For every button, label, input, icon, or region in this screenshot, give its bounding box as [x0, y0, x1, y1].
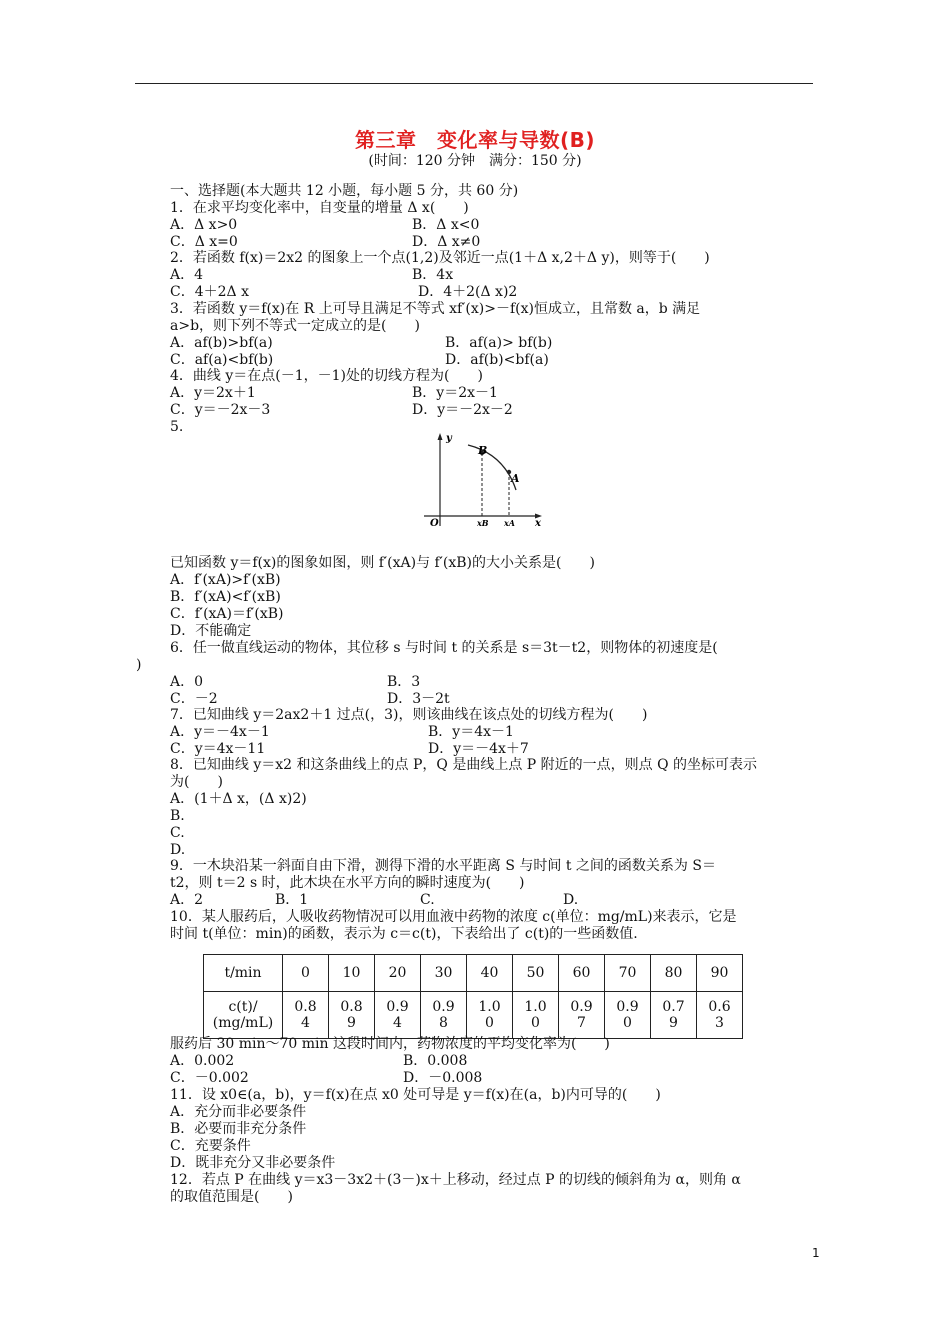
page-number: 1	[812, 1246, 820, 1260]
q9-option-c: C.	[420, 892, 435, 908]
table-cell-time: 30	[421, 955, 467, 992]
value-bottom: 9	[669, 1015, 678, 1031]
value-top: 1.0	[478, 999, 501, 1015]
value-top: 0.6	[708, 999, 731, 1015]
value-top: 0.8	[294, 999, 317, 1015]
q5-function-graph	[416, 430, 551, 530]
table-cell-concentration	[421, 992, 467, 1039]
header-rule	[135, 83, 813, 84]
q7-option-d: D．y＝－4x＋7	[428, 741, 529, 757]
value-bottom: 3	[715, 1015, 724, 1031]
value-bottom: 4	[301, 1015, 310, 1031]
q8-option-d: D.	[170, 842, 186, 858]
q12-stem-line1: 12．若点 P 在曲线 y＝x3－3x2＋(3－)x＋上移动，经过点 P 的切线的倾斜角为 α，则角 α	[170, 1172, 741, 1188]
value-bottom: 4	[393, 1015, 402, 1031]
q6-stem-line2: )	[136, 657, 142, 673]
q7-option-b: B．y＝4x－1	[428, 724, 514, 740]
value-bottom: 0	[485, 1015, 494, 1031]
value-top: 0.9	[386, 999, 409, 1015]
q3-stem-line2: a>b，则下列不等式一定成立的是( )	[170, 318, 420, 334]
table-cell-concentration	[329, 992, 375, 1039]
q4-option-c: C．y＝－2x－3	[170, 402, 271, 418]
chapter-title: 第三章 变化率与导数(B)	[354, 128, 596, 152]
point-a-label: A	[511, 472, 520, 485]
table-row-concentration	[204, 992, 743, 1039]
table-header-time: t/min	[204, 955, 283, 992]
q2-stem: 2．若函数 f(x)＝2x2 的图象上一个点(1,2)及邻近一点(1＋Δ x,2＋Δ y)，则等于( )	[170, 250, 710, 266]
q8-stem-line1: 8．已知曲线 y＝x2 和这条曲线上的点 P，Q 是曲线上点 P 附近的一点，则点 Q 的坐标可表示	[170, 757, 758, 773]
q5-option-c: C．f′(xA)＝f′(xB)	[170, 606, 284, 622]
concentration-label-line1: c(t)/	[228, 999, 258, 1015]
table-cell-time: 50	[513, 955, 559, 992]
q4-option-b: B．y＝2x－1	[412, 385, 498, 401]
q10-option-a: A．0.002	[170, 1053, 235, 1069]
q11-option-b: B．必要而非充分条件	[170, 1121, 307, 1137]
q2-option-d: D．4＋2(Δ x)2	[418, 284, 518, 300]
x-axis-label: x	[535, 518, 541, 529]
q11-stem: 11．设 x0∈(a，b)，y＝f(x)在点 x0 处可导是 y＝f(x)在(a，b)内可导的( )	[170, 1087, 661, 1103]
table-cell-concentration	[375, 992, 421, 1039]
q8-option-b: B.	[170, 808, 185, 824]
q5-option-d: D．不能确定	[170, 623, 252, 639]
table-cell-time: 40	[467, 955, 513, 992]
value-bottom: 0	[623, 1015, 632, 1031]
value-top: 1.0	[524, 999, 547, 1015]
value-bottom: 0	[531, 1015, 540, 1031]
q1-option-b: B．Δ x<0	[412, 217, 480, 233]
q4-option-d: D．y＝－2x－2	[412, 402, 513, 418]
table-cell-time: 80	[651, 955, 697, 992]
q8-option-a: A．(1＋Δ x，(Δ x)2)	[170, 791, 307, 807]
table-header-concentration	[204, 992, 283, 1039]
q1-option-d: D．Δ x≠0	[412, 234, 481, 250]
y-axis-label: y	[446, 433, 452, 444]
y-axis-arrow	[438, 433, 443, 440]
q5-number: 5.	[170, 419, 184, 435]
q1-stem: 1．在求平均变化率中，自变量的增量 Δ x( )	[170, 200, 469, 216]
concentration-label-line2: (mg/mL)	[212, 1015, 274, 1031]
q2-option-c: C．4＋2Δ x	[170, 284, 249, 300]
q7-stem: 7．已知曲线 y＝2ax2＋1 过点(，3)，则该曲线在该点处的切线方程为( )	[170, 707, 648, 723]
q9-stem-line2: t2，则 t＝2 s 时，此木块在水平方向的瞬时速度为( )	[170, 875, 525, 891]
value-bottom: 7	[577, 1015, 586, 1031]
q8-option-c: C.	[170, 825, 185, 841]
q11-option-d: D．既非充分又非必要条件	[170, 1155, 336, 1171]
value-bottom: 8	[439, 1015, 448, 1031]
q9-option-d: D.	[563, 892, 579, 908]
value-top: 0.9	[570, 999, 593, 1015]
q1-option-c: C．Δ x=0	[170, 234, 238, 250]
q10-option-c: C．－0.002	[170, 1070, 249, 1086]
q5-option-b: B．f′(xA)<f′(xB)	[170, 589, 281, 605]
q11-option-c: C．充要条件	[170, 1138, 251, 1154]
q10-option-b: B．0.008	[403, 1053, 468, 1069]
q9-option-b: B．1	[275, 892, 309, 908]
table-cell-time: 70	[605, 955, 651, 992]
q6-option-b: B．3	[387, 674, 421, 690]
q6-option-c: C．－2	[170, 691, 218, 707]
q10-stem-line2: 时间 t(单位：min)的函数，表示为 c＝c(t)，下表给出了 c(t)的一些函数值.	[170, 926, 638, 942]
exam-subtitle: (时间：120 分钟 满分：150 分)	[368, 153, 582, 169]
q6-stem-line1: 6．任一做直线运动的物体，其位移 s 与时间 t 的关系是 s＝3t－t2，则物体的初速度是(	[170, 640, 718, 656]
xb-tick-label: xB	[477, 518, 489, 528]
q7-option-a: A．y＝－4x－1	[170, 724, 270, 740]
table-cell-concentration	[467, 992, 513, 1039]
q4-stem: 4．曲线 y＝在点(－1，－1)处的切线方程为( )	[170, 368, 483, 384]
q8-stem-line2: 为( )	[170, 774, 223, 790]
q3-stem-line1: 3．若函数 y＝f(x)在 R 上可导且满足不等式 xf′(x)>－f(x)恒成立，且常数 a，b 满足	[170, 301, 701, 317]
table-cell-time: 20	[375, 955, 421, 992]
xa-tick-label: xA	[504, 518, 515, 528]
q7-option-c: C．y＝4x－11	[170, 741, 266, 757]
q12-stem-line2: 的取值范围是( )	[170, 1189, 293, 1205]
table-cell-concentration	[697, 992, 743, 1039]
table-cell-time: 0	[283, 955, 329, 992]
q4-option-a: A．y＝2x＋1	[170, 385, 256, 401]
q11-option-a: A．充分而非必要条件	[170, 1104, 307, 1120]
q10-stem-line1: 10．某人服药后，人吸收药物情况可以用血液中药物的浓度 c(单位：mg/mL)来表示，它是	[170, 909, 737, 925]
q9-option-a: A．2	[170, 892, 204, 908]
q3-option-a: A．af(b)>bf(a)	[170, 335, 273, 351]
point-b-label: B	[478, 444, 488, 457]
q3-option-d: D．af(b)<bf(a)	[445, 352, 549, 368]
q1-option-a: A．Δ x>0	[170, 217, 238, 233]
q3-option-c: C．af(a)<bf(b)	[170, 352, 274, 368]
q6-option-d: D．3－2t	[387, 691, 450, 707]
value-top: 0.9	[432, 999, 455, 1015]
q2-option-b: B．4x	[412, 267, 454, 283]
q6-option-a: A．0	[170, 674, 204, 690]
section-heading: 一、选择题(本大题共 12 小题，每小题 5 分，共 60 分)	[170, 183, 519, 199]
table-cell-concentration	[513, 992, 559, 1039]
table-cell-concentration	[605, 992, 651, 1039]
concentration-table	[203, 954, 743, 1039]
table-cell-concentration	[651, 992, 697, 1039]
q10-stem-line3: 服药后 30 min～70 min 这段时间内，药物浓度的平均变化率为( )	[170, 1036, 610, 1052]
table-cell-time: 90	[697, 955, 743, 992]
q5-stem: 已知函数 y＝f(x)的图象如图，则 f′(xA)与 f′(xB)的大小关系是( )	[170, 555, 595, 571]
q10-option-d: D．－0.008	[403, 1070, 483, 1086]
value-top: 0.7	[662, 999, 685, 1015]
q9-stem-line1: 9．一木块沿某一斜面自由下滑，测得下滑的水平距离 S 与时间 t 之间的函数关系为 S＝	[170, 858, 716, 874]
table-cell-time: 60	[559, 955, 605, 992]
q5-option-a: A．f′(xA)>f′(xB)	[170, 572, 281, 588]
value-top: 0.8	[340, 999, 363, 1015]
table-row-time	[204, 955, 743, 992]
table-cell-concentration	[559, 992, 605, 1039]
q3-option-b: B．af(a)> bf(b)	[445, 335, 553, 351]
origin-label: O	[430, 518, 439, 529]
table-cell-time: 10	[329, 955, 375, 992]
q2-option-a: A．4	[170, 267, 204, 283]
value-bottom: 9	[347, 1015, 356, 1031]
table-cell-concentration	[283, 992, 329, 1039]
value-top: 0.9	[616, 999, 639, 1015]
